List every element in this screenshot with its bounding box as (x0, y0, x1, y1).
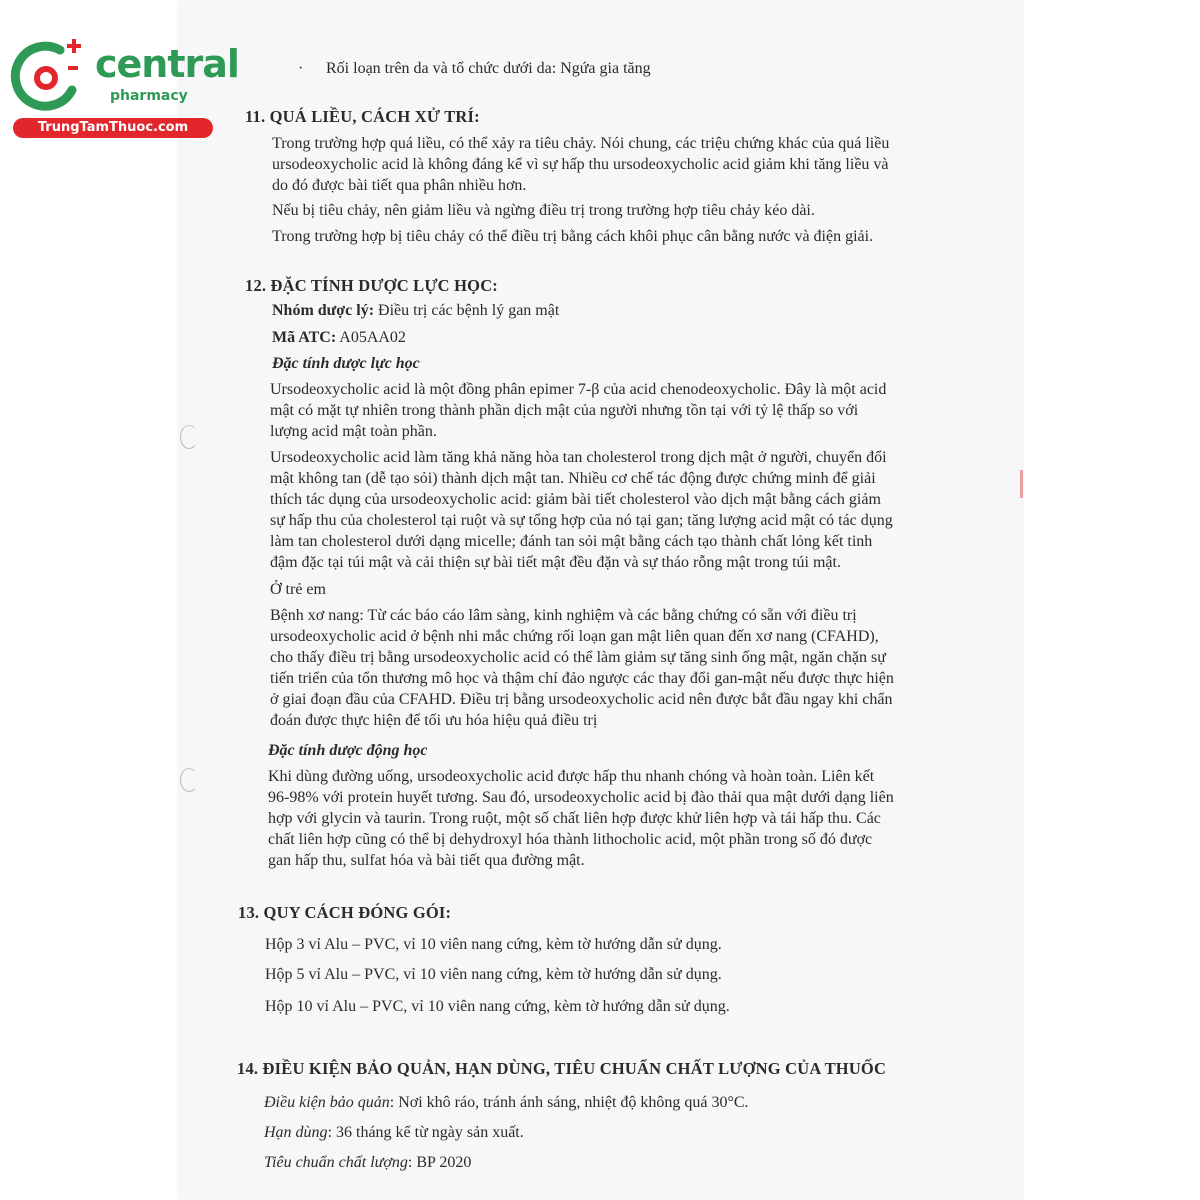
s11-line: Trong trường hợp quá liều, có thể xảy ra tiêu chảy. Nói chung, các triệu chứng khác của quá liều (272, 135, 890, 152)
central-pharmacy-logo (10, 38, 239, 138)
quality-standard (264, 1152, 471, 1173)
pk-line: Khi dùng đường uống, ursodeoxycholic acid được hấp thu nhanh chóng và hoàn toàn. Liên kết (268, 768, 875, 785)
packaging-line: Hộp 10 vỉ Alu – PVC, vỉ 10 viên nang cứng, kèm tờ hướng dẫn sử dụng. (265, 998, 730, 1015)
pd-line: đậm đặc tại túi mật và cải thiện sự bài tiết mật đều đặn và sự tháo rỗng mật trong túi mật. (270, 554, 841, 571)
group-label: Nhóm dược lý: (272, 302, 375, 319)
logo-wordmark: central (95, 42, 239, 86)
storage-condition (264, 1092, 749, 1113)
pk-line: 96-98% với protein huyết tương. Sau đó, ursodeoxycholic acid bị đào thải qua mật dưới dạng liên (268, 789, 894, 806)
atc-value: A05AA02 (336, 329, 406, 346)
cf-line: tiến triển của tổn thương mô học và thậm chí đảo ngược các thay đổi gan-mật nếu được thực hiện (270, 670, 894, 687)
pd-line: mật không tan (dễ tạo sỏi) thành dịch mật tan. Nhiều cơ chế tác động được chứng minh để giải (270, 470, 876, 487)
pd-line: mật có mặt tự nhiên trong thành phần dịch mật của người nhưng tồn tại với tỷ lệ thấp so với (270, 402, 859, 419)
bullet-skin-text: Rối loạn trên da và tổ chức dưới da: Ngứa gia tăng (326, 60, 651, 77)
pk-line: gan hấp thu, sulfat hóa và bài tiết qua đường mật. (268, 852, 585, 869)
bullet-dot: · (298, 60, 304, 77)
pharmacologic-group (272, 300, 559, 321)
s11-line: do đó được bài tiết qua phân nhiều hơn. (272, 177, 527, 194)
logo-mark-icon (10, 38, 92, 116)
section-13-title: 13. QUY CÁCH ĐÓNG GÓI: (238, 903, 452, 922)
punch-hole-bottom (180, 768, 198, 792)
pd-line: làm tan cholesterol dưới dạng micelle; đánh tan sỏi mật bằng cách tạo thành chất lỏng kết tinh (270, 533, 873, 550)
pd-line: Ursodeoxycholic acid là một đồng phân epimer 7-β của acid chenodeoxycholic. Đây là một acid (270, 381, 887, 398)
s11-line: Trong trường hợp bị tiêu chảy có thể điều trị bằng cách khôi phục cân bằng nước và điện giải. (272, 228, 874, 245)
section-14-title: 14. ĐIỀU KIỆN BẢO QUẢN, HẠN DÙNG, TIÊU CHUẨN CHẤT LƯỢNG CỦA THUỐC (237, 1059, 887, 1078)
pd-heading: Đặc tính dược lực học (272, 355, 420, 372)
cf-line: cho thấy điều trị bằng ursodeoxycholic acid có thể làm giảm sự tăng sinh ống mật, ngăn chặn sự (270, 649, 886, 666)
punch-hole-top (180, 425, 198, 449)
atc-label: Mã ATC: (272, 329, 337, 346)
pk-line: chất liên hợp cũng có thể bị dehydroxyl hóa thành lithocholic acid, một phần trong số đó được (268, 831, 873, 848)
pk-line: hợp với glycin và taurin. Trong ruột, một số chất liên hợp được khử liên hợp và tái hấp thu. Các (268, 810, 881, 827)
pd-line: Ursodeoxycholic acid làm tăng khả năng hòa tan cholesterol trong dịch mật ở người, chuyển đổi (270, 449, 887, 466)
expiry-value: : 36 tháng kể từ ngày sản xuất. (327, 1124, 524, 1141)
expiry (264, 1122, 524, 1143)
atc-code (272, 327, 406, 348)
storage-value: : Nơi khô ráo, tránh ánh sáng, nhiệt độ không quá 30°C. (389, 1094, 749, 1111)
margin-mark (1020, 470, 1023, 498)
packaging-line: Hộp 5 vỉ Alu – PVC, vỉ 10 viên nang cứng, kèm tờ hướng dẫn sử dụng. (265, 966, 722, 983)
cf-line: ursodeoxycholic acid ở bệnh nhi mắc chứng rối loạn gan mật liên quan đến xơ nang (CFAHD), (270, 628, 879, 645)
packaging-line: Hộp 3 vỉ Alu – PVC, vỉ 10 viên nang cứng, kèm tờ hướng dẫn sử dụng. (265, 936, 722, 953)
children-subheading: Ở trẻ em (270, 581, 326, 598)
cf-line: ở giai đoạn đầu của CFAHD. Điều trị bằng ursodeoxycholic acid nên được bắt đầu ngay khi chẩn (270, 691, 893, 708)
cf-line: Bệnh xơ nang: Từ các báo cáo lâm sàng, kinh nghiệm và các bằng chứng có sẵn với điều trị (270, 607, 857, 624)
group-value: Điều trị các bệnh lý gan mật (374, 302, 560, 319)
section-12-title: 12. ĐẶC TÍNH DƯỢC LỰC HỌC: (245, 276, 499, 295)
section-11-title: 11. QUÁ LIỀU, CÁCH XỬ TRÍ: (245, 107, 480, 126)
pd-line: sự hấp thu của cholesterol tại ruột và sự tổng hợp của nó tại gan; tăng lượng acid mật có tác dụng (270, 512, 893, 529)
pd-line: lượng acid mật toàn phần. (270, 423, 437, 440)
logo-site-banner: TrungTamThuoc.com (13, 118, 213, 138)
standard-value: : BP 2020 (407, 1154, 472, 1171)
expiry-label: Hạn dùng (264, 1124, 328, 1141)
pd-line: thích tác dụng của ursodeoxycholic acid: giảm bài tiết cholesterol vào dịch mật bằng cách giảm (270, 491, 881, 508)
storage-label: Điều kiện bảo quản (264, 1094, 390, 1111)
pk-heading: Đặc tính dược động học (268, 742, 428, 759)
s11-line: ursodeoxycholic acid là không đáng kể vì sự hấp thu ursodeoxycholic acid giảm khi tăng liều và (272, 156, 889, 173)
logo-subtitle: pharmacy (110, 88, 188, 104)
s11-line: Nếu bị tiêu chảy, nên giảm liều và ngừng điều trị trong trường hợp tiêu chảy kéo dài. (272, 202, 815, 219)
standard-label: Tiêu chuẩn chất lượng (264, 1154, 408, 1171)
cf-line: đoán được thực hiện để tối ưu hóa hiệu quả điều trị (270, 712, 598, 729)
